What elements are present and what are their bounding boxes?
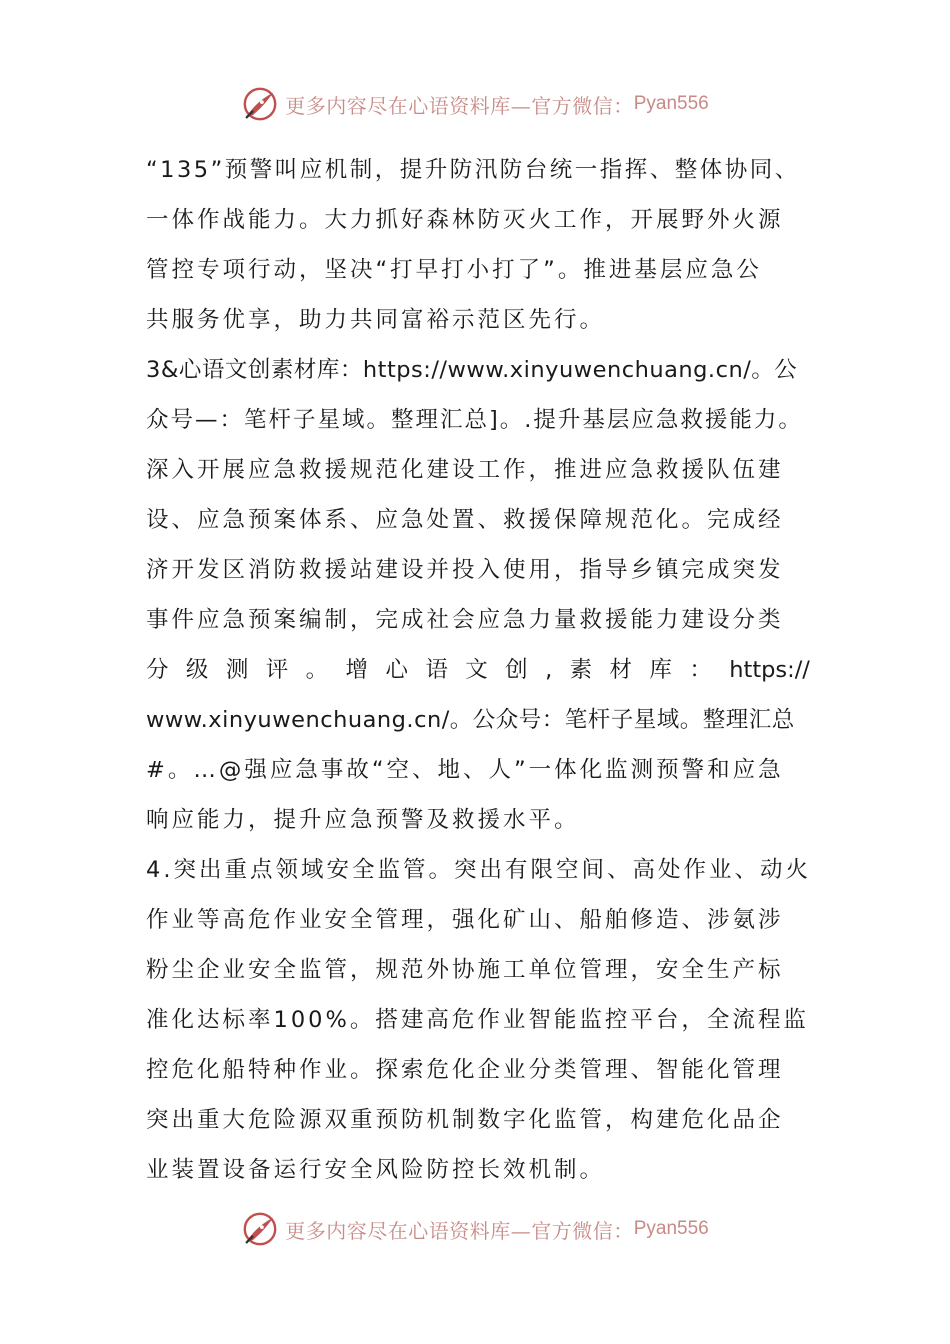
- justified-char: 材: [609, 657, 633, 683]
- text-line: 响应能力，提升应急预警及救援水平。: [146, 807, 580, 833]
- text-line: 管控专项行动，坚决“打早打小打了”。推进基层应急公: [146, 257, 762, 283]
- text-line: 4.突出重点领域安全监管。突出有限空间、高处作业、动火: [146, 857, 811, 883]
- pen-nib-logo-icon: [241, 1210, 279, 1248]
- justified-char: 评: [265, 657, 289, 683]
- text-line: 作业等高危作业安全管理，强化矿山、船舶修造、涉氨涉: [146, 907, 784, 933]
- justified-char: ,: [545, 657, 553, 683]
- justified-char: 语: [425, 657, 448, 683]
- text-line: 济开发区消防救援站建设并投入使用，指导乡镇完成突发: [146, 557, 784, 583]
- footer-banner: [0, 1207, 950, 1251]
- justified-char: 测: [225, 657, 249, 683]
- justified-char: 素: [569, 657, 593, 683]
- pen-nib-logo-icon: [241, 85, 279, 123]
- text-line: “135”预警叫应机制，提升防汛防台统一指挥、整体协同、: [146, 157, 800, 183]
- text-line: 事件应急预案编制，完成社会应急力量救援能力建设分类: [146, 607, 784, 633]
- justified-text-line: [146, 645, 810, 695]
- banner-wechat-id: Pyan556: [633, 93, 709, 114]
- banner-wechat-id: Pyan556: [633, 1218, 709, 1239]
- justified-char: https://: [729, 657, 810, 683]
- text-line: 突出重大危险源双重预防机制数字化监管，构建危化品企: [146, 1107, 784, 1133]
- justified-char: 增: [345, 657, 369, 683]
- justified-char: 库: [649, 657, 672, 683]
- text-line: 业装置设备运行安全风险防控长效机制。: [146, 1157, 606, 1183]
- text-line: 共服务优享，助力共同富裕示范区先行。: [146, 307, 606, 333]
- justified-char: 分: [146, 657, 169, 683]
- banner-slogan: 更多内容尽在心语资料库—官方微信：: [285, 1218, 634, 1243]
- text-line: 粉尘企业安全监管，规范外协施工单位管理，安全生产标: [146, 957, 784, 983]
- text-line: 设、应急预案体系、应急处置、救援保障规范化。完成经: [146, 507, 784, 533]
- text-line: 一体作战能力。大力抓好森林防灭火工作，开展野外火源: [146, 207, 784, 233]
- text-line: 准化达标率100%。搭建高危作业智能监控平台，全流程监: [146, 1007, 809, 1033]
- justified-char: ：: [689, 657, 712, 683]
- justified-char: 。: [305, 657, 329, 683]
- header-banner: [0, 82, 950, 126]
- text-line: 控危化船特种作业。探索危化企业分类管理、智能化管理: [146, 1057, 784, 1083]
- text-line: #。…@强应急事故“空、地、人”一体化监测预警和应急: [146, 757, 784, 783]
- justified-char: 创: [505, 657, 528, 683]
- justified-char: 文: [465, 657, 488, 683]
- text-line: 深入开展应急救援规范化建设工作，推进应急救援队伍建: [146, 457, 784, 483]
- banner-slogan: 更多内容尽在心语资料库—官方微信：: [285, 93, 634, 118]
- justified-char: 心: [385, 657, 408, 683]
- justified-char: 级: [185, 657, 209, 683]
- document-body: [146, 145, 810, 1195]
- text-line: 众号—：笔杆子星域。整理汇总]。.提升基层应急救援能力。: [146, 407, 803, 433]
- text-line: 3&心语文创素材库：https://www.xinyuwenchuang.cn/。公: [146, 357, 798, 383]
- text-line: www.xinyuwenchuang.cn/。公众号：笔杆子星域。整理汇总: [146, 707, 795, 733]
